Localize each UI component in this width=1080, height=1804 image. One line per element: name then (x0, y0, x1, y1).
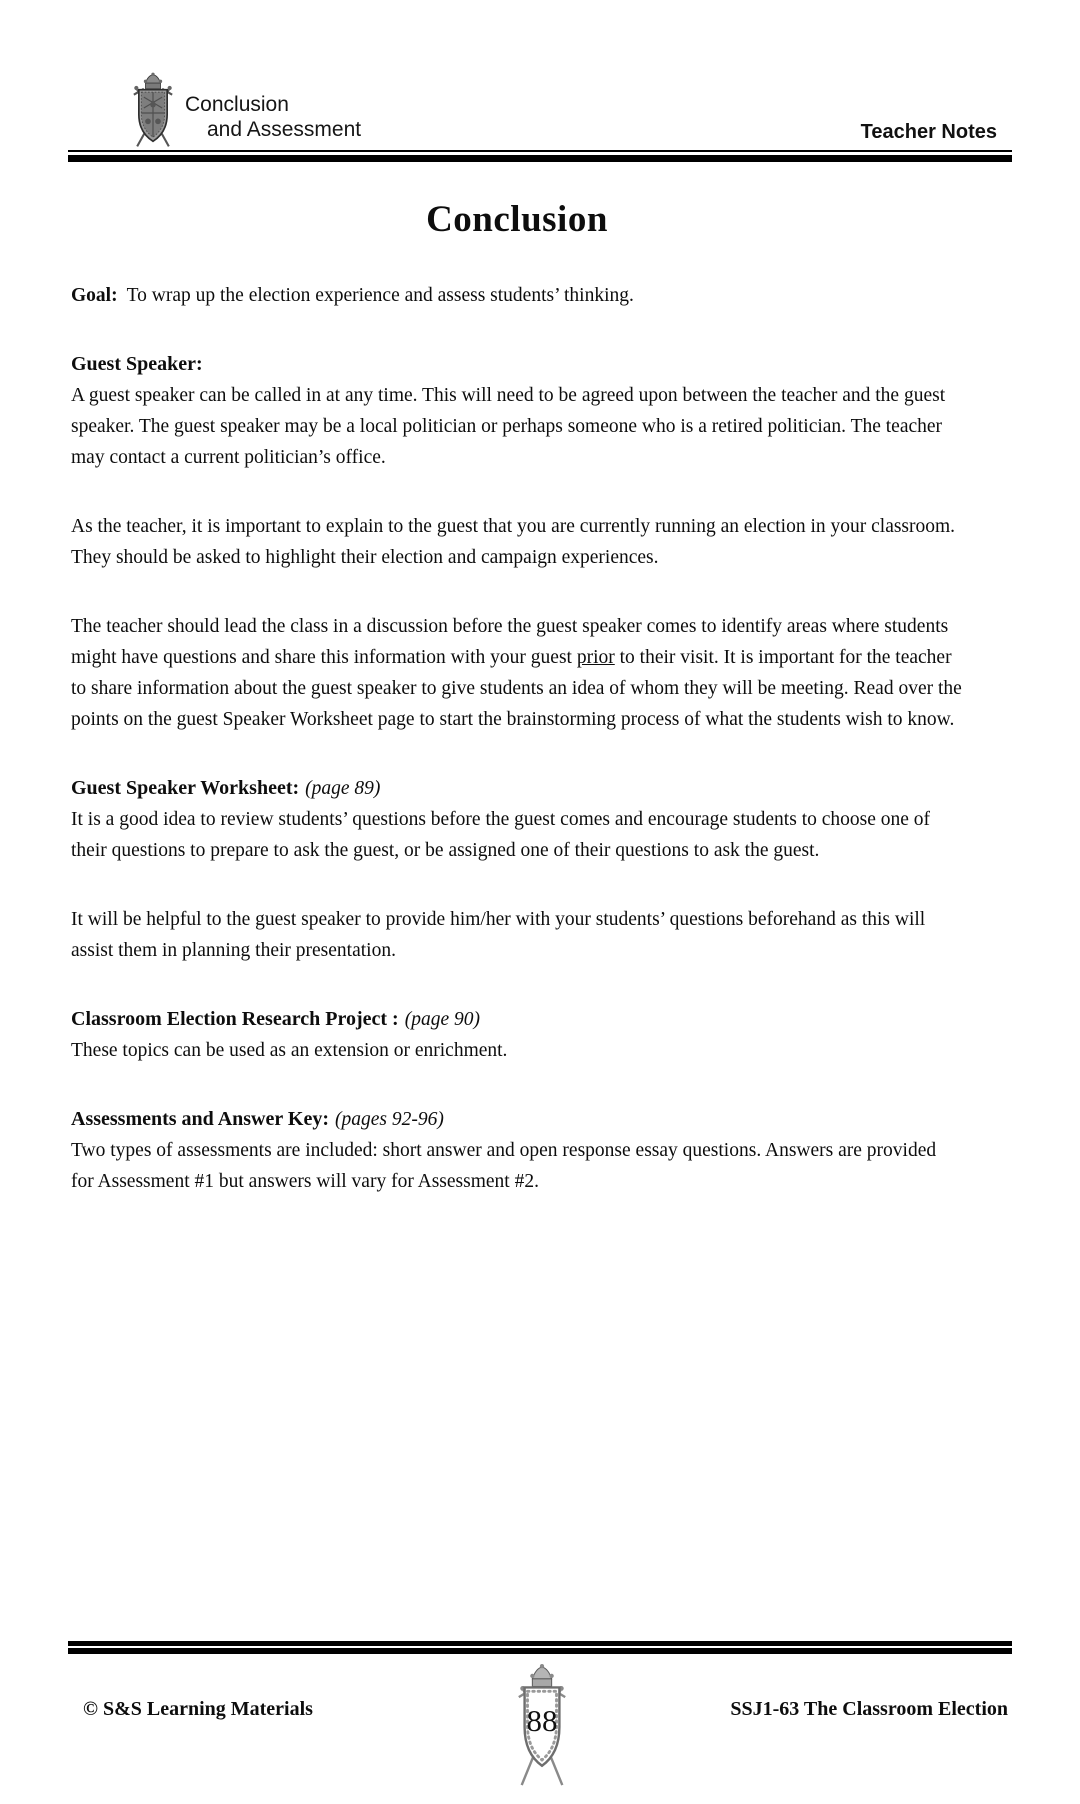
research-project-para: These topics can be used as an extension or enrichment. (71, 1040, 508, 1061)
page-title: Conclusion (426, 199, 608, 240)
crown-icon (530, 1664, 554, 1686)
assessments-page-ref: (pages 92-96) (334, 1109, 444, 1130)
guest-speaker-heading: Guest Speaker: (71, 353, 203, 375)
underlined-word-prior: prior (576, 647, 615, 668)
assessments-heading: Assessments and Answer Key: (pages 92-96) (71, 1108, 444, 1130)
worksheet-para-1: It is a good idea to review students’ questions before the guest comes and encourage students to choose one of their questions to prepare to ask the guest, or be assigned one of their questions to ask the guest. (71, 809, 931, 861)
unit-title-line2: and Assessment (207, 118, 362, 141)
guest-speaker-para-3: The teacher should lead the class in a discussion before the guest speaker comes to identify areas where students might have questions and share this information with your guest prior to their visit. It is important for the teacher to share information about the guest speaker to give students an idea of whom they will be meeting. Read over the points on the guest Speaker Worksheet page to start the brainstorming process of what the students wish to know. (71, 616, 962, 730)
unit-header (185, 92, 361, 142)
research-project-page-ref: (page 90) (404, 1009, 480, 1030)
guest-speaker-para-1: A guest speaker can be called in at any time. This will need to be agreed upon between the teacher and the guest speaker. The guest speaker may be a local politician or perhaps someone who is a retired politician. The teacher may contact a current politician’s office. (71, 385, 946, 468)
page-number-badge-crest-icon (513, 1660, 571, 1798)
goal-label: Goal: (71, 285, 118, 306)
goal-text: To wrap up the election experience and assess students’ thinking. (126, 285, 634, 306)
guest-speaker-para-2: As the teacher, it is important to explain to the guest that you are currently running an election in your classroom. They should be asked to highlight their election and campaign experiences. (71, 516, 956, 568)
document-body (71, 198, 963, 1235)
research-project-heading: Classroom Election Research Project : (page 90) (71, 1008, 480, 1030)
crest-logo-icon (128, 70, 178, 156)
product-code-text: SSJ1-63 The Classroom Election (730, 1698, 1008, 1720)
crown-icon (144, 73, 162, 89)
worksheet-page-ref: (page 89) (305, 778, 381, 799)
unit-title-line1: Conclusion (185, 93, 289, 116)
worksheet-para-2: It will be helpful to the guest speaker to provide him/her with your students’ questions beforehand as this will assist them in planning their presentation. (71, 909, 926, 961)
footer-rule (68, 1641, 1012, 1654)
teacher-notes-label: Teacher Notes (860, 121, 997, 143)
copyright-text: © S&S Learning Materials (83, 1698, 313, 1720)
worksheet-heading: Guest Speaker Worksheet: (page 89) (71, 777, 381, 799)
assessments-para: Two types of assessments are included: short answer and open response essay questions. Answers are provided for Assessment #1 but answers will vary for Assessment #2. (71, 1140, 937, 1192)
goal-line (71, 280, 963, 311)
page-number: 88 (526, 1702, 558, 1738)
header-rule (68, 150, 1012, 162)
